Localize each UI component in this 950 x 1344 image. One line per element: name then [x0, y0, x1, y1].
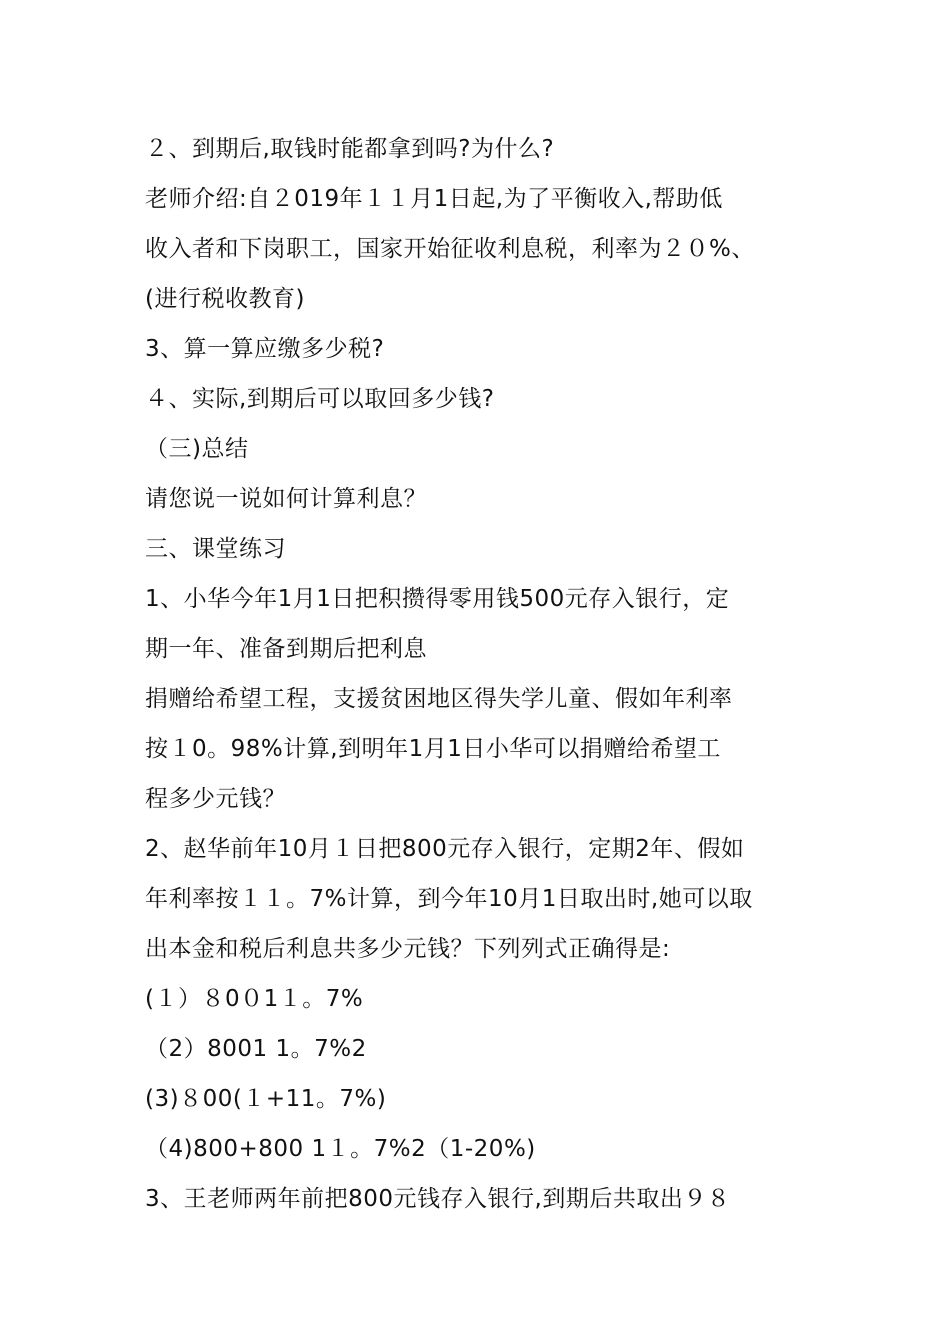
text-line: 年利率按１１。7%计算，到今年10月1日取出时,她可以取 [145, 886, 753, 912]
text-line: 1、小华今年1月1日把积攒得零用钱500元存入银行，定 [145, 586, 730, 612]
answer-option: （2）8001 1。7%2 [145, 1036, 367, 1062]
text-line: 老师介绍:自２019年１１月1日起,为了平衡收入,帮助低 [145, 186, 723, 212]
text-line: 2、赵华前年10月１日把800元存入银行，定期2年、假如 [145, 836, 745, 862]
text-line: 按１0。98%计算,到明年1月1日小华可以捐赠给希望工 [145, 736, 721, 762]
text-line: ２、到期后,取钱时能都拿到吗?为什么? [145, 136, 555, 162]
answer-option: (3)８00(１+11。7%) [145, 1086, 387, 1112]
text-line: 捐赠给希望工程，支援贫困地区得失学儿童、假如年利率 [145, 686, 733, 712]
text-line: 期一年、准备到期后把利息 [145, 636, 427, 662]
text-line: (进行税收教育) [145, 286, 305, 312]
text-line: ４、实际,到期后可以取回多少钱? [145, 386, 495, 412]
text-line: 出本金和税后利息共多少元钱？下列列式正确得是: [145, 936, 671, 962]
answer-option: (１）８0０1１。7% [145, 986, 364, 1012]
text-line: 收入者和下岗职工，国家开始征收利息税，利率为２０%、 [145, 236, 755, 262]
section-heading: （三)总结 [145, 436, 249, 462]
answer-option: （4)800+800 1１。7%2（1-20%) [145, 1136, 536, 1162]
text-line: 3、王老师两年前把800元钱存入银行,到期后共取出９８ [145, 1186, 731, 1212]
text-line: 程多少元钱？ [145, 786, 286, 812]
text-line: 3、算一算应缴多少税? [145, 336, 385, 362]
section-heading: 三、课堂练习 [145, 536, 286, 562]
document-body [145, 124, 825, 1224]
text-line: 请您说一说如何计算利息？ [145, 486, 427, 512]
